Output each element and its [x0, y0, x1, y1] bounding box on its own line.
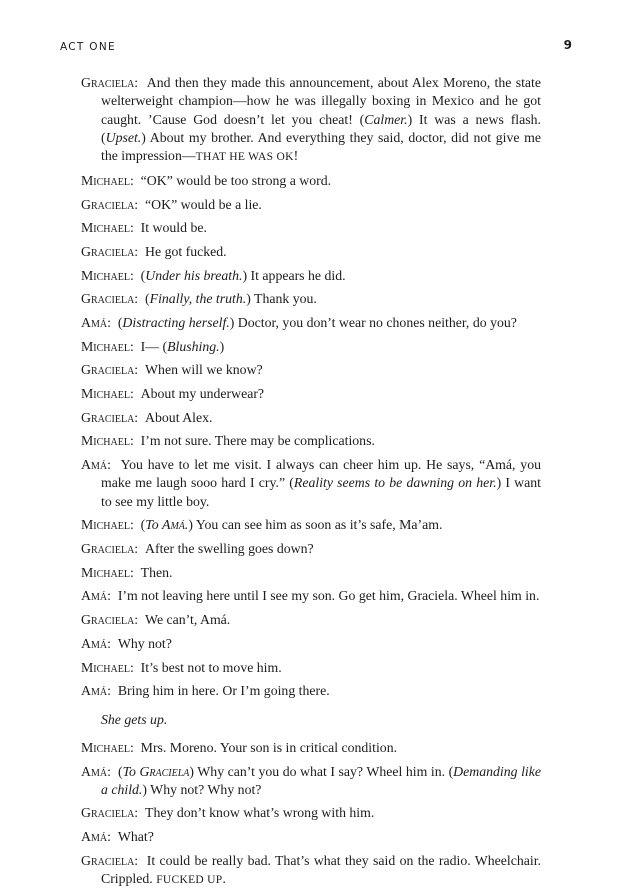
speech-text: . [222, 871, 226, 887]
speech-text: Calmer. [364, 111, 408, 127]
speech [81, 290, 541, 308]
speech [81, 852, 541, 890]
speaker-name: Graciela : [81, 197, 145, 212]
speech [81, 267, 541, 285]
dialogue-body [81, 74, 541, 895]
dialogue-block-before [81, 74, 541, 701]
speaker-name: Michael : [81, 220, 141, 235]
speaker-name: Amá : [81, 829, 118, 844]
speech-text: ) Thank you. [246, 291, 317, 307]
speaker-name: Michael : [81, 339, 141, 354]
speech-text: “OK” would be too strong a word. [140, 172, 332, 188]
speech [81, 409, 541, 427]
speech [81, 385, 541, 403]
speech-text: ( [145, 291, 150, 307]
speech-text: To [145, 517, 163, 533]
speaker-name: Amá : [81, 457, 121, 472]
speech-text: About Alex. [145, 409, 213, 425]
speech-text: I— ( [140, 338, 168, 354]
speech-text: Reality seems to be dawning on her. [293, 475, 497, 491]
speaker-name: Michael : [81, 517, 141, 532]
speech-text: Demanding like a child. [101, 763, 541, 797]
speech [81, 314, 541, 332]
speech-text: ) About my brother. And everything they said, doctor, did not give me the impression— [101, 129, 541, 164]
speech [81, 219, 541, 237]
speech [81, 659, 541, 677]
speech-text: ) It appears he did. [242, 267, 346, 283]
speech [81, 828, 541, 846]
speech-text: And then they made this announcement, about Alex Moreno, the state welterweight champion—how he was illegally boxing in Mexico and he got caught. ’Cause God doesn’t let you cheat! ( [101, 75, 541, 127]
speech [81, 635, 541, 653]
speaker-name: Amá : [81, 588, 118, 603]
speech-text: Blushing. [167, 338, 220, 354]
stage-direction: She gets up. [101, 711, 168, 727]
speech-text: ) You can see him as soon as it’s safe, Ma’am. [188, 517, 443, 533]
speech-text: Bring him in here. Or I’m going there. [117, 683, 330, 699]
speaker-name: Michael : [81, 740, 141, 755]
speech-text: ) Why not? Why not? [142, 781, 262, 797]
speech [81, 243, 541, 261]
speech-text: Upset. [105, 129, 142, 145]
speech [81, 361, 541, 379]
speech-text: Distracting herself. [122, 315, 230, 330]
speech [81, 564, 541, 582]
speech-text: ( [140, 517, 146, 533]
speaker-name: Amá : [81, 764, 118, 779]
speech-text: You have to let me visit. I always can cheer him up. He says, “Amá, you make me laugh sooo hard I cry.” ( [101, 457, 541, 491]
speech-text: THAT HE WAS OK [195, 151, 294, 164]
speaker-name: Michael : [81, 173, 141, 188]
speech-text: “OK” would be a lie. [145, 196, 262, 212]
speech-text: About my underwear? [140, 386, 265, 402]
speech [81, 682, 541, 700]
speech-text: ( [117, 315, 123, 330]
speaker-name: Graciela : [81, 362, 145, 377]
speech-text: He got fucked. [145, 243, 227, 259]
speech-text: Then. [140, 564, 173, 580]
speech-text: I’m not sure. There may be complications. [140, 433, 375, 449]
speech-text: It could be really bad. That’s what they said on the radio. Wheelchair. Crippled. [101, 852, 541, 887]
speech-text: It’s best not to move him. [140, 659, 282, 675]
speaker-name: Amá : [81, 636, 118, 651]
speech-text: It would be. [140, 220, 207, 236]
speech-text: ) [219, 338, 225, 354]
speech [81, 338, 541, 356]
speech-text: ( [117, 763, 123, 779]
speech-text: ! [293, 148, 299, 164]
speech-text: ) I want to see my little boy. [101, 475, 542, 509]
speech-text: ) It was a news flash. ( [101, 111, 541, 145]
speaker-name: Amá : [81, 315, 118, 330]
speaker-name: Michael : [81, 565, 141, 580]
speech-text: I’m not leaving here until I see my son. Go get him, Graciela. Wheel him in. [117, 588, 540, 604]
speech-text: Graciela [139, 763, 190, 779]
speaker-name: Amá : [81, 683, 118, 698]
running-head: ACT ONE [60, 41, 116, 53]
speech [81, 432, 541, 450]
speaker-name: Michael : [81, 268, 141, 283]
page-number: 9 [563, 38, 572, 52]
speaker-name: Michael : [81, 660, 141, 675]
speech-text: Amá [162, 517, 185, 533]
speaker-name: Graciela : [81, 541, 145, 556]
speech [81, 739, 541, 757]
speaker-name: Graciela : [81, 805, 145, 820]
speech-text: Why not? [117, 635, 172, 651]
speech-text: What? [117, 829, 154, 845]
speech [81, 516, 541, 534]
speech [81, 611, 541, 629]
speaker-name: Michael : [81, 433, 141, 448]
speech [81, 587, 541, 605]
speech [81, 804, 541, 822]
speech-text: FUCKED UP [156, 874, 223, 887]
speaker-name: Graciela : [81, 75, 147, 90]
speech [81, 196, 541, 214]
speaker-name: Michael : [81, 386, 141, 401]
speaker-name: Graciela : [81, 291, 145, 306]
speech-text: We can’t, Amá. [145, 612, 231, 628]
speaker-name: Graciela : [81, 410, 145, 425]
speaker-name: Graciela : [81, 244, 145, 259]
speaker-name: Graciela : [81, 612, 145, 627]
speech [81, 74, 541, 166]
speech-text: After the swelling goes down? [145, 541, 314, 557]
speech-text: ) Doctor, you don’t wear no chones neither, do you? [229, 315, 517, 330]
dialogue-block-after [81, 739, 541, 890]
speech [81, 172, 541, 190]
speech-text: Mrs. Moreno. Your son is in critical condition. [140, 739, 398, 755]
speech-text: ) Why can’t you do what I say? Wheel him in. ( [189, 763, 454, 779]
speech [81, 540, 541, 558]
speech-text: Finally, the truth. [149, 291, 247, 307]
speech-text: When will we know? [145, 362, 263, 378]
speaker-name: Graciela : [81, 853, 147, 868]
speech [81, 456, 541, 511]
speech-text: . [184, 517, 189, 533]
speech [81, 763, 541, 800]
speech-text: To [122, 763, 140, 779]
speech-text: They don’t know what’s wrong with him. [145, 805, 375, 821]
speech-text: Under his breath. [145, 267, 243, 283]
speech-text: ( [140, 267, 146, 283]
